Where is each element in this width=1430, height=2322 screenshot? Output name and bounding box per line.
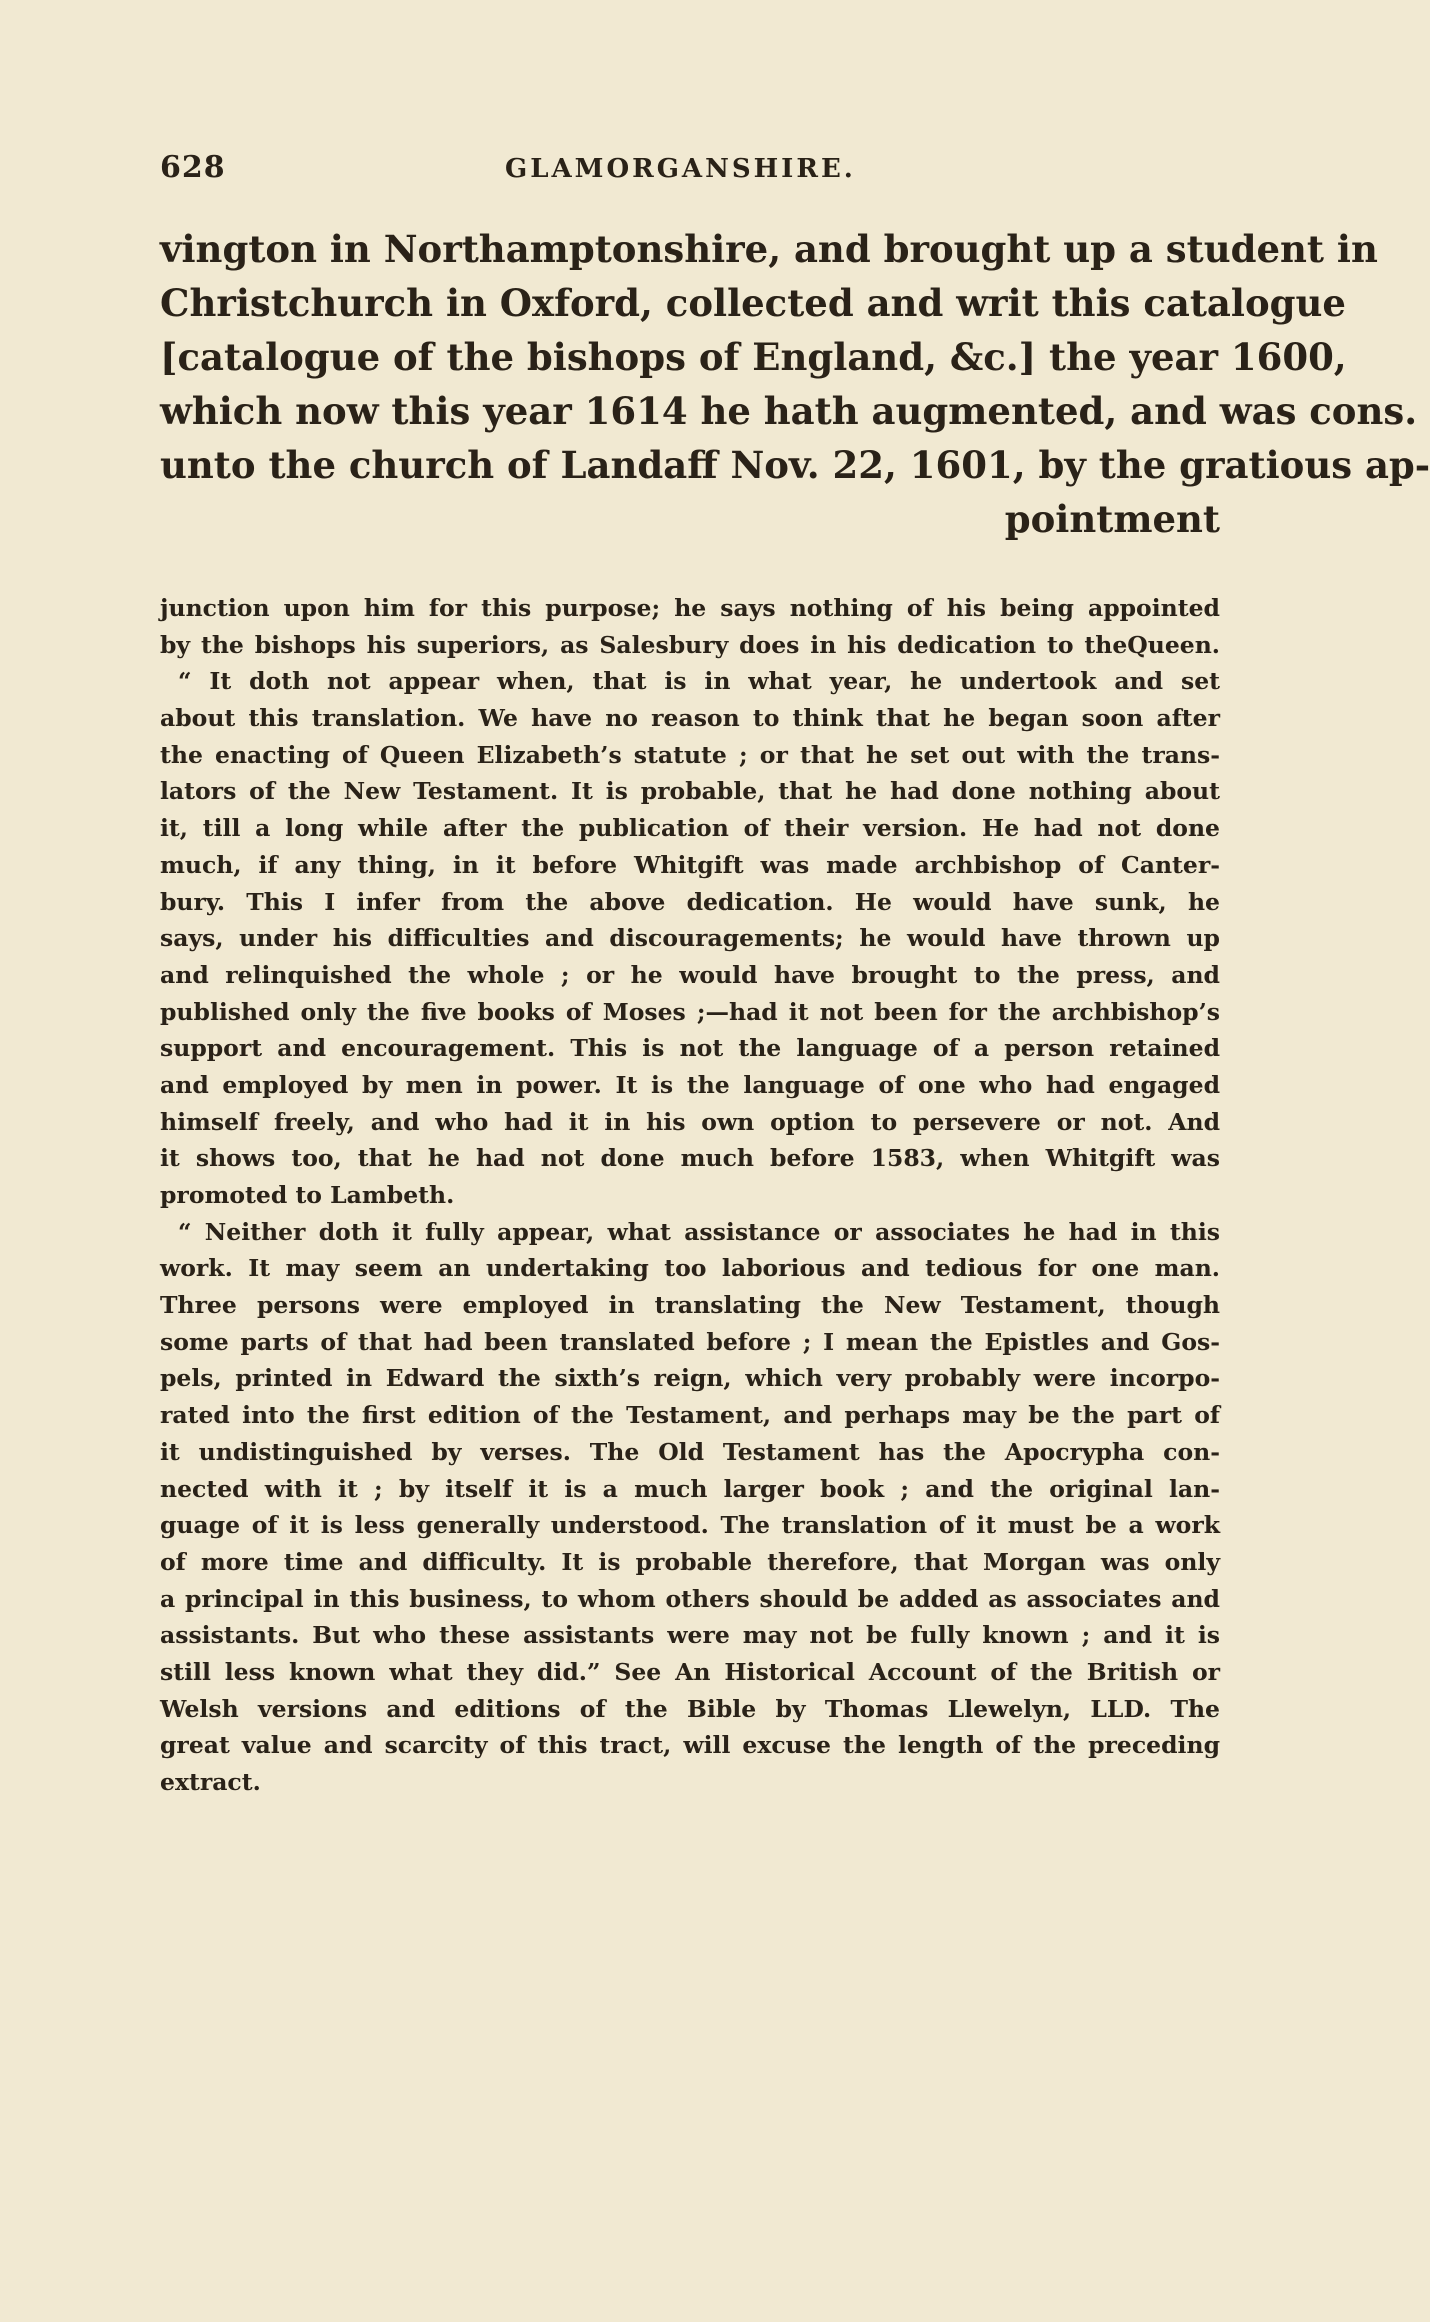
- footnote-line: himself freely, and who had it in his own option to persevere or not. And: [160, 1107, 1220, 1136]
- footnote-line: great value and scarcity of this tract, will excuse the length of the preceding: [160, 1731, 1220, 1760]
- main-text-line: [catalogue of the bishops of England, &c.] the year 1600,: [160, 335, 1347, 379]
- main-text-line: pointment: [1004, 497, 1220, 541]
- footnote-line: published only the five books of Moses ;—had it not been for the archbishop’s: [160, 997, 1220, 1026]
- running-head: GLAMORGANSHIRE.: [505, 154, 856, 184]
- page-header: [160, 150, 1220, 194]
- footnote-line: it undistinguished by verses. The Old Testament has the Apocrypha con-: [160, 1437, 1220, 1466]
- footnote-line: extract.: [160, 1768, 261, 1796]
- footnote-line: the enacting of Queen Elizabeth’s statute ; or that he set out with the trans-: [160, 740, 1220, 769]
- footnote-line: about this translation. We have no reason to think that he began soon after: [160, 704, 1220, 733]
- footnote-line: by the bishops his superiors, as Salesbury does in his dedication to theQueen.: [160, 630, 1220, 659]
- footnote-line: “ Neither doth it fully appear, what assistance or associates he had in this: [178, 1217, 1220, 1246]
- footnote-line: of more time and difficulty. It is probable therefore, that Morgan was only: [160, 1547, 1220, 1576]
- main-text-line: unto the church of Landaff Nov. 22, 1601, by the gratious ap-: [160, 443, 1430, 487]
- footnote-line: Welsh versions and editions of the Bible by Thomas Llewelyn, LLD. The: [160, 1694, 1220, 1723]
- main-text-line: vington in Northamptonshire, and brought up a student in: [160, 227, 1378, 271]
- footnote-line: it shows too, that he had not done much before 1583, when Whitgift was: [160, 1144, 1220, 1173]
- footnote-line: support and encouragement. This is not the language of a person retained: [160, 1034, 1220, 1063]
- footnote-line: assistants. But who these assistants were may not be fully known ; and it is: [160, 1621, 1220, 1650]
- footnote-line: a principal in this business, to whom others should be added as associates and: [160, 1584, 1220, 1613]
- footnote-line: says, under his difficulties and discouragements; he would have thrown up: [160, 924, 1220, 953]
- footnote-line: some parts of that had been translated before ; I mean the Epistles and Gos-: [160, 1327, 1220, 1356]
- main-text: [160, 222, 1430, 546]
- footnote-line: lators of the New Testament. It is probable, that he had done nothing about: [160, 777, 1220, 806]
- footnote-line: Three persons were employed in translating the New Testament, though: [160, 1291, 1220, 1320]
- footnote-line: bury. This I infer from the above dedication. He would have sunk, he: [160, 887, 1220, 916]
- footnote-line: nected with it ; by itself it is a much larger book ; and the original lan-: [160, 1474, 1220, 1503]
- footnote-line: much, if any thing, in it before Whitgift was made archbishop of Canter-: [160, 850, 1220, 879]
- footnote-line: work. It may seem an undertaking too laborious and tedious for one man.: [160, 1254, 1220, 1283]
- footnote: [160, 590, 1220, 1801]
- footnote-line: it, till a long while after the publication of their version. He had not done: [160, 814, 1220, 843]
- page-number: 628: [160, 150, 226, 185]
- footnote-line: still less known what they did.” See An Historical Account of the British or: [160, 1657, 1220, 1686]
- footnote-line: guage of it is less generally understood. The translation of it must be a work: [160, 1511, 1220, 1540]
- main-text-line: Christchurch in Oxford, collected and writ this catalogue: [160, 281, 1346, 325]
- footnote-line: and employed by men in power. It is the language of one who had engaged: [160, 1070, 1220, 1099]
- main-text-line: which now this year 1614 he hath augmented, and was cons.: [160, 389, 1418, 433]
- footnote-line: pels, printed in Edward the sixth’s reign, which very probably were incorpo-: [160, 1364, 1220, 1393]
- footnote-line: rated into the first edition of the Testament, and perhaps may be the part of: [160, 1401, 1220, 1430]
- footnote-line: promoted to Lambeth.: [160, 1181, 455, 1209]
- footnote-line: “ It doth not appear when, that is in what year, he undertook and set: [178, 667, 1220, 696]
- footnote-line: and relinquished the whole ; or he would have brought to the press, and: [160, 960, 1220, 989]
- footnote-line: junction upon him for this purpose; he says nothing of his being appointed: [160, 594, 1220, 622]
